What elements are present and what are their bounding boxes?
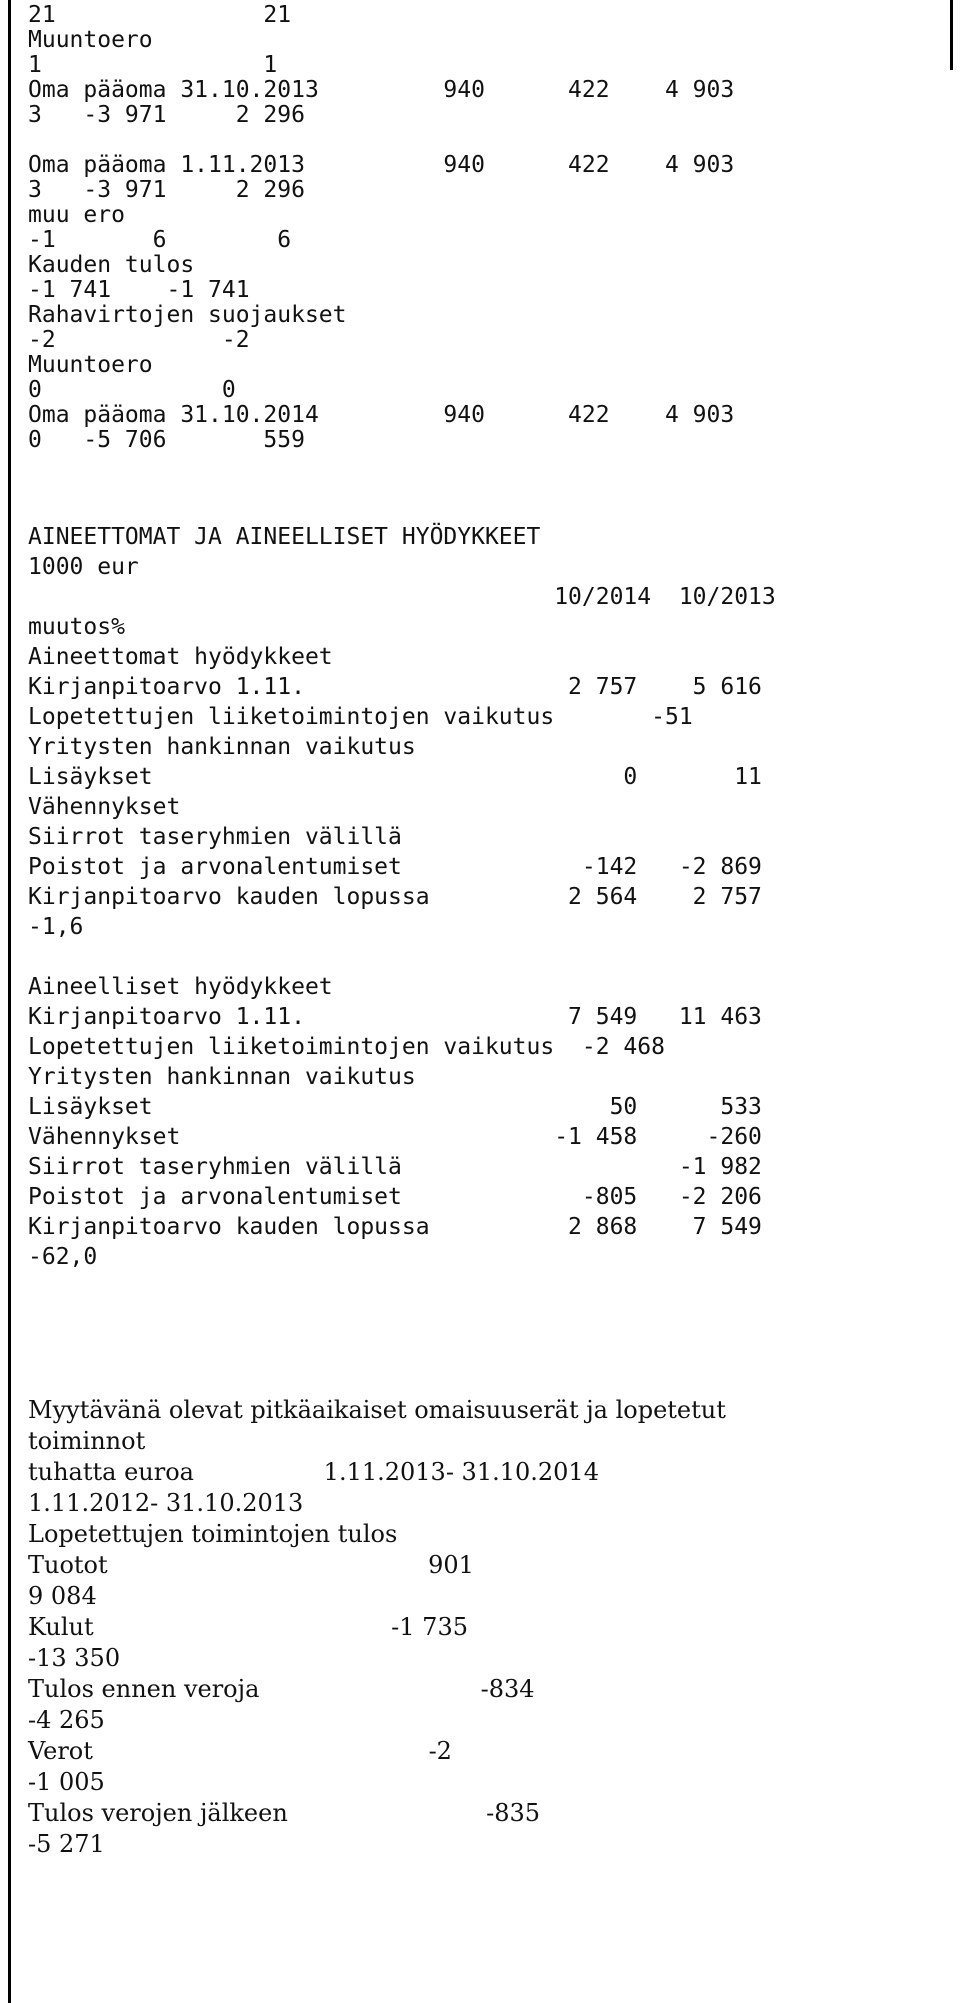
text-line: Oma pääoma 1.11.2013 940 422 4 903	[28, 152, 735, 178]
text-line: -1,6	[28, 914, 84, 940]
table-row: Lopetettujen liiketoimintojen vaikutus -2 468	[28, 1034, 665, 1060]
text-line: 1 1	[28, 52, 278, 78]
table-row: Kirjanpitoarvo kauden lopussa 2 868 7 549	[28, 1214, 762, 1240]
column-headers: 10/2014 10/2013	[28, 584, 776, 610]
text-line: Muuntoero	[28, 352, 153, 378]
text-line: 21 21	[28, 2, 292, 28]
text-line: -5 271	[28, 1830, 105, 1858]
table-row: Vähennykset -1 458 -260	[28, 1124, 762, 1150]
table-row: Lopetettujen liiketoimintojen vaikutus -51	[28, 704, 693, 730]
section-heading: AINEETTOMAT JA AINEELLISET HYÖDYKKEET	[28, 524, 541, 550]
table-row: Tulos ennen veroja -834	[28, 1675, 535, 1703]
text-line: muutos%	[28, 614, 125, 640]
left-margin-rule	[8, 0, 11, 2003]
text-line: 3 -3 971 2 296	[28, 102, 305, 128]
table-row: Tuotot 901	[28, 1551, 474, 1579]
table-row: Yritysten hankinnan vaikutus	[28, 734, 416, 760]
text-line: -1 005	[28, 1768, 105, 1796]
text-line: 1000 eur	[28, 554, 139, 580]
text-line: 1.11.2012- 31.10.2013	[28, 1489, 304, 1517]
table-row: Kirjanpitoarvo 1.11. 2 757 5 616	[28, 674, 762, 700]
text-line: -13 350	[28, 1644, 121, 1672]
text-line: Oma pääoma 31.10.2014 940 422 4 903	[28, 402, 735, 428]
subsection-heading: Lopetettujen toimintojen tulos	[28, 1520, 398, 1548]
table-row: Lisäykset 0 11	[28, 764, 762, 790]
subsection-heading: Aineelliset hyödykkeet	[28, 974, 333, 1000]
table-row: Kirjanpitoarvo 1.11. 7 549 11 463	[28, 1004, 762, 1030]
text-line: 0 -5 706 559	[28, 427, 305, 453]
text-line: muu ero	[28, 202, 125, 228]
right-margin-rule	[950, 0, 953, 70]
table-row: Lisäykset 50 533	[28, 1094, 762, 1120]
table-row: Poistot ja arvonalentumiset -142 -2 869	[28, 854, 762, 880]
text-line: 0 0	[28, 377, 236, 403]
table-row: Vähennykset	[28, 794, 181, 820]
text-line: 3 -3 971 2 296	[28, 177, 305, 203]
text-line: Muuntoero	[28, 27, 153, 53]
text-line: Kauden tulos	[28, 252, 195, 278]
table-row: Verot -2	[28, 1737, 452, 1765]
table-row: Tulos verojen jälkeen -835	[28, 1799, 541, 1827]
text-line: toiminnot	[28, 1427, 146, 1455]
text-line: -1 6 6	[28, 227, 292, 253]
text-line: -2 -2	[28, 327, 250, 353]
text-line: Rahavirtojen suojaukset	[28, 302, 347, 328]
text-line: 9 084	[28, 1582, 97, 1610]
text-line: Oma pääoma 31.10.2013 940 422 4 903	[28, 77, 735, 103]
column-headers: tuhatta euroa 1.11.2013- 31.10.2014	[28, 1458, 599, 1486]
table-row: Yritysten hankinnan vaikutus	[28, 1064, 416, 1090]
subsection-heading: Aineettomat hyödykkeet	[28, 644, 333, 670]
table-row: Poistot ja arvonalentumiset -805 -2 206	[28, 1184, 762, 1210]
text-line: -62,0	[28, 1244, 98, 1270]
section-heading: Myytävänä olevat pitkäaikaiset omaisuuserät ja lopetetut	[28, 1396, 726, 1424]
table-row: Siirrot taseryhmien välillä -1 982	[28, 1154, 762, 1180]
table-row: Kulut -1 735	[28, 1613, 468, 1641]
table-row: Kirjanpitoarvo kauden lopussa 2 564 2 757	[28, 884, 762, 910]
text-line: -1 741 -1 741	[28, 277, 250, 303]
text-line: -4 265	[28, 1706, 105, 1734]
table-row: Siirrot taseryhmien välillä	[28, 824, 402, 850]
